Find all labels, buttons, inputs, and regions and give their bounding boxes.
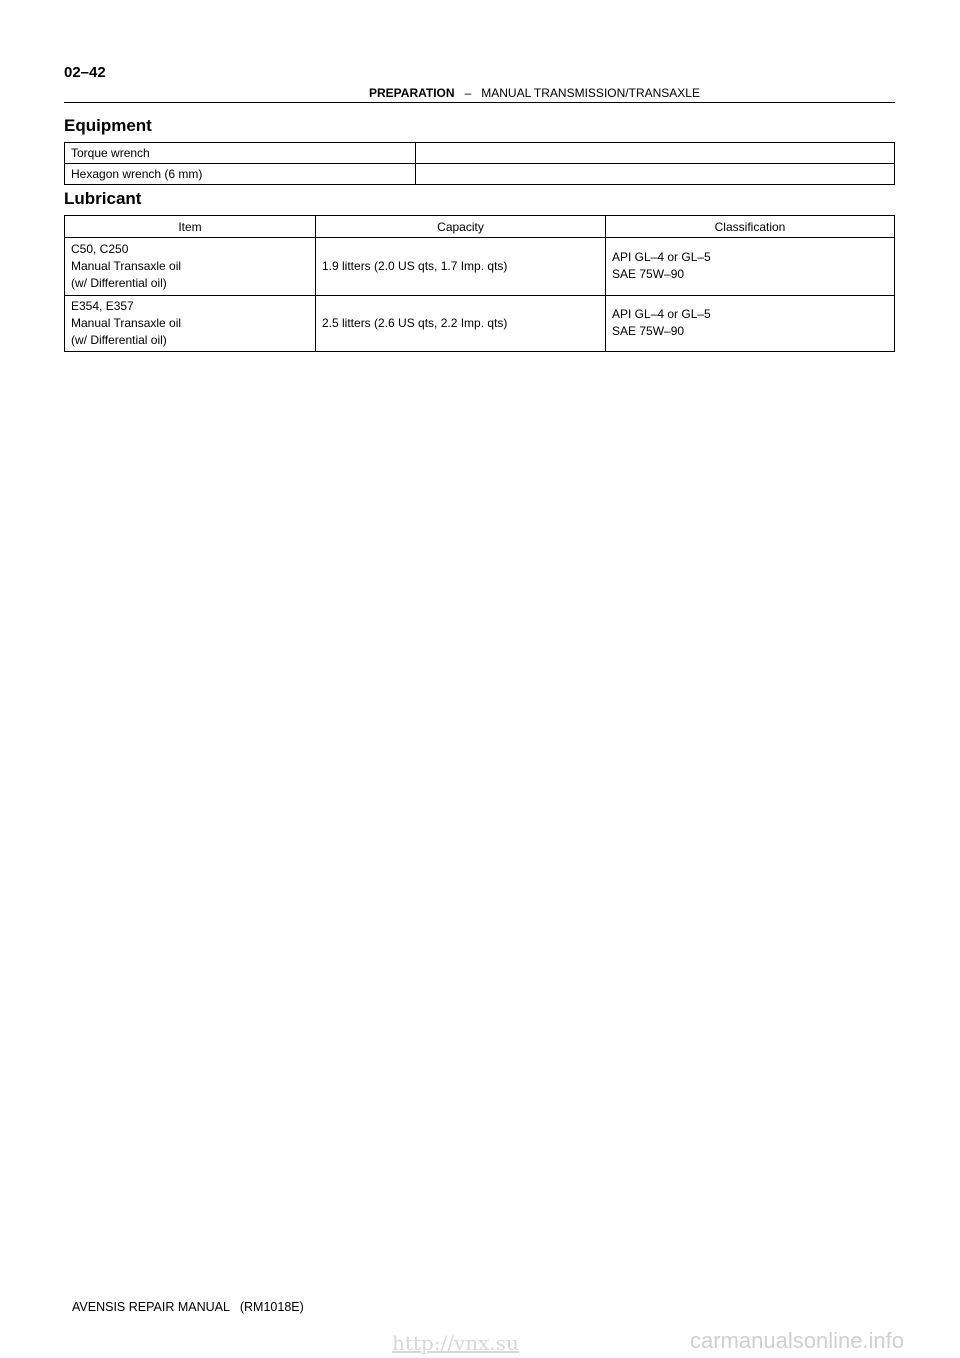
table-row bbox=[65, 296, 895, 352]
table-header-row bbox=[65, 216, 895, 238]
equipment-name: Torque wrench bbox=[65, 143, 416, 164]
item-line: (w/ Differential oil) bbox=[71, 332, 167, 347]
lubricant-capacity: 1.9 litters (2.0 US qts, 1.7 Imp. qts) bbox=[316, 238, 606, 296]
table-row bbox=[65, 238, 895, 296]
column-header-item: Item bbox=[65, 216, 316, 238]
page-number: 02–42 bbox=[64, 64, 106, 81]
classification-line: SAE 75W–90 bbox=[612, 324, 685, 338]
equipment-note bbox=[416, 143, 895, 164]
equipment-heading: Equipment bbox=[64, 116, 152, 135]
equipment-table bbox=[64, 142, 895, 185]
item-line: Manual Transaxle oil bbox=[71, 315, 182, 330]
lubricant-heading: Lubricant bbox=[64, 189, 142, 208]
lubricant-capacity: 2.5 litters (2.6 US qts, 2.2 Imp. qts) bbox=[316, 296, 606, 352]
table-row bbox=[65, 143, 895, 164]
table-row bbox=[65, 164, 895, 185]
classification-line: API GL–4 or GL–5 bbox=[612, 307, 711, 321]
column-header-capacity: Capacity bbox=[316, 216, 606, 238]
item-line: E354, E357 bbox=[71, 298, 134, 313]
item-line: (w/ Differential oil) bbox=[71, 275, 167, 290]
page-header bbox=[64, 86, 895, 103]
header-chapter: MANUAL TRANSMISSION/TRANSAXLE bbox=[481, 86, 700, 100]
column-header-classification: Classification bbox=[606, 216, 895, 238]
page-footer: AVENSIS REPAIR MANUAL (RM1018E) bbox=[72, 1300, 304, 1314]
item-line: C50, C250 bbox=[71, 241, 129, 256]
lubricant-classification bbox=[606, 238, 895, 296]
equipment-name: Hexagon wrench (6 mm) bbox=[65, 164, 416, 185]
equipment-note bbox=[416, 164, 895, 185]
item-line: Manual Transaxle oil bbox=[71, 258, 182, 273]
header-section: PREPARATION bbox=[369, 86, 455, 100]
lubricant-item bbox=[65, 238, 316, 296]
classification-line: SAE 75W–90 bbox=[612, 267, 685, 281]
lubricant-table bbox=[64, 215, 895, 352]
lubricant-classification bbox=[606, 296, 895, 352]
watermark-site: carmanualsonline.info bbox=[690, 1328, 905, 1353]
header-separator: – bbox=[464, 86, 472, 100]
watermark-link[interactable]: http://vnx.su bbox=[392, 1331, 519, 1355]
classification-line: API GL–4 or GL–5 bbox=[612, 250, 711, 264]
lubricant-item bbox=[65, 296, 316, 352]
